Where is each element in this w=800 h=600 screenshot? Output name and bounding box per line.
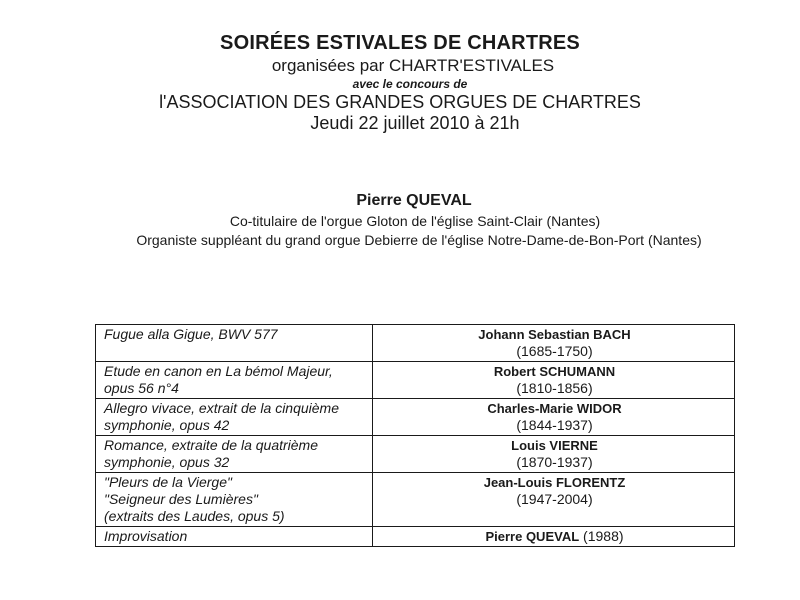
composer-name: Johann Sebastian BACH	[478, 327, 631, 342]
program-row	[96, 436, 735, 473]
work-cell	[96, 325, 373, 362]
work-cell	[96, 473, 373, 527]
program-row	[96, 362, 735, 399]
event-title: SOIRÉES ESTIVALES DE CHARTRES	[220, 32, 580, 54]
work-title: symphonie, opus 42	[104, 417, 230, 433]
composer-name: Robert SCHUMANN	[493, 364, 616, 379]
performer-role-2: Organiste suppléant du grand orgue Debierre de l'église Notre-Dame-de-Bon-Port (Nantes)	[136, 232, 702, 248]
work-title: "Seigneur des Lumières"	[104, 491, 258, 507]
program-row	[96, 325, 735, 362]
composer-cell	[373, 325, 735, 362]
program-table	[95, 324, 735, 547]
work-cell	[96, 399, 373, 436]
composer-name: Jean-Louis FLORENTZ	[483, 475, 626, 490]
composer-cell	[373, 436, 735, 473]
composer-dates: (1810-1856)	[516, 380, 593, 396]
composer-dates: (1988)	[583, 528, 624, 544]
composer-cell	[373, 362, 735, 399]
work-cell	[96, 436, 373, 473]
work-cell	[96, 362, 373, 399]
concert-header	[0, 30, 800, 134]
support-line: avec le concours de	[352, 77, 468, 91]
program-row	[96, 473, 735, 527]
work-title: "Pleurs de la Vierge"	[104, 474, 232, 490]
work-title: Etude en canon en La bémol Majeur,	[104, 363, 333, 379]
composer-cell	[373, 473, 735, 527]
performer-name: Pierre QUEVAL	[356, 192, 472, 209]
work-title: Romance, extraite de la quatrième	[104, 437, 318, 453]
work-title: symphonie, opus 32	[104, 454, 230, 470]
organizer-line: organisées par CHARTR'ESTIVALES	[271, 56, 555, 75]
program-row	[96, 399, 735, 436]
composer-dates: (1685-1750)	[516, 343, 593, 359]
work-title: Improvisation	[104, 528, 188, 544]
work-cell	[96, 527, 373, 547]
composer-cell	[373, 399, 735, 436]
work-title: (extraits des Laudes, opus 5)	[104, 508, 285, 524]
performer-block	[0, 190, 800, 250]
work-title: Fugue alla Gigue, BWV 577	[104, 326, 278, 342]
composer-name: Pierre QUEVAL	[485, 529, 580, 544]
composer-dates: (1844-1937)	[516, 417, 593, 433]
work-title: Allegro vivace, extrait de la cinquième	[104, 400, 340, 416]
composer-name: Charles-Marie WIDOR	[487, 401, 622, 416]
composer-cell	[373, 527, 735, 547]
composer-dates: (1947-2004)	[516, 491, 593, 507]
performer-role-1: Co-titulaire de l'orgue Gloton de l'église Saint-Clair (Nantes)	[229, 213, 601, 229]
association-line: l'ASSOCIATION DES GRANDES ORGUES DE CHARTRES	[159, 92, 641, 112]
concert-date: Jeudi 22 juillet 2010 à 21h	[310, 113, 520, 133]
composer-dates: (1870-1937)	[516, 454, 593, 470]
program-row	[96, 527, 735, 547]
work-title: opus 56 n°4	[104, 380, 179, 396]
composer-name: Louis VIERNE	[511, 438, 598, 453]
